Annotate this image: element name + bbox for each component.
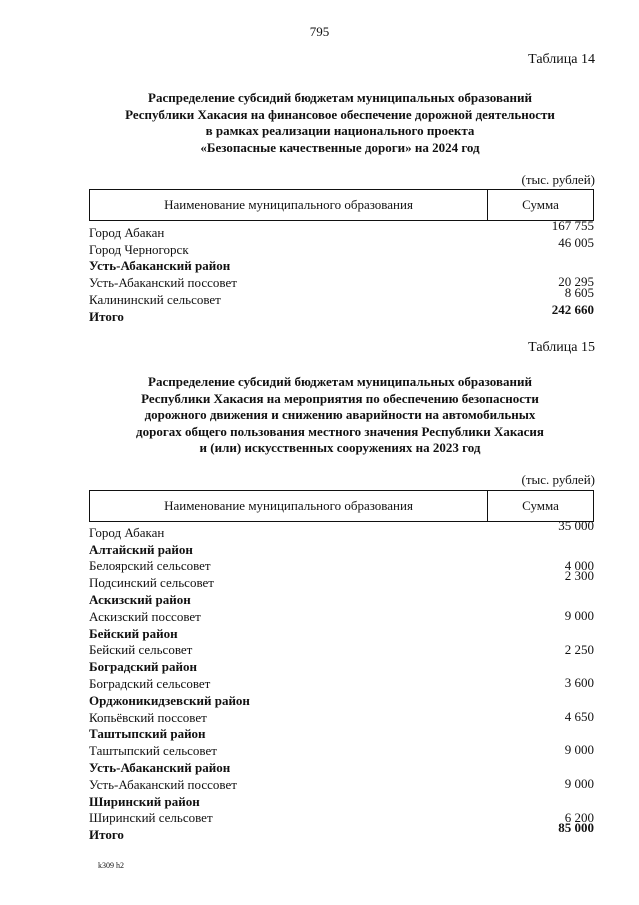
table15-header xyxy=(89,490,594,522)
row-value: 4 650 xyxy=(564,708,594,724)
district-row xyxy=(89,658,594,675)
header-name-cell: Наименование муниципального образования xyxy=(90,190,488,220)
table-row xyxy=(89,518,594,541)
title-line: дорогах общего пользования местного значения Республики Хакасия xyxy=(136,423,544,439)
row-name: Город Абакан xyxy=(89,224,165,240)
row-value: 35 000 xyxy=(558,518,594,533)
table15-label: Таблица 15 xyxy=(528,340,595,355)
page-number: 795 xyxy=(309,24,330,39)
table-row xyxy=(89,675,594,692)
row-value: 242 660 xyxy=(551,301,594,317)
row-name: Таштыпский район xyxy=(89,726,206,742)
row-name: Бейский район xyxy=(89,625,178,641)
header-sum-cell: Сумма xyxy=(522,197,559,212)
table14-title xyxy=(70,90,610,156)
table14-units: (тыс. рублей) xyxy=(521,172,595,187)
table-row xyxy=(89,608,594,625)
title-line: «Безопасные качественные дороги» на 2024 год xyxy=(200,139,480,155)
row-name: Усть-Абаканский район xyxy=(89,759,231,775)
table15-units: (тыс. рублей) xyxy=(521,472,595,487)
title-line: дорожного движения и снижению аварийности на автомобильных xyxy=(144,407,536,422)
total-row xyxy=(89,820,594,843)
row-name: Итого xyxy=(89,308,124,324)
row-name: Усть-Абаканский поссовет xyxy=(89,275,237,291)
district-row xyxy=(89,591,594,608)
footer-code: k309 h2 xyxy=(98,861,124,870)
title-line: в рамках реализации национального проекта xyxy=(205,123,475,138)
table-row xyxy=(89,810,594,827)
row-value: 9 000 xyxy=(564,742,594,758)
district-row xyxy=(89,793,594,810)
title-line: Республики Хакасия на мероприятия по обеспечению безопасности xyxy=(141,390,539,406)
table-row xyxy=(89,642,594,659)
table-row xyxy=(89,568,594,591)
district-row xyxy=(89,692,594,709)
table-row xyxy=(89,709,594,726)
row-value: 9 000 xyxy=(564,607,594,623)
row-name: Город Черногорск xyxy=(89,241,189,257)
row-name: Город Абакан xyxy=(89,524,165,540)
district-row xyxy=(89,759,594,776)
district-row xyxy=(89,258,594,275)
title-line: Распределение субсидий бюджетам муниципальных образований xyxy=(148,374,532,389)
row-name: Итого xyxy=(89,827,124,843)
row-name: Подсинский сельсовет xyxy=(89,575,214,591)
header-sum-cell: Сумма xyxy=(522,498,559,513)
row-name: Бейский сельсовет xyxy=(89,642,193,658)
row-value: 4 000 xyxy=(564,557,594,573)
table-row xyxy=(89,234,594,258)
row-name: Таштыпский сельсовет xyxy=(89,743,217,759)
title-line: Распределение субсидий бюджетам муниципальных образований xyxy=(148,90,532,105)
table14-label: Таблица 14 xyxy=(528,52,595,67)
row-name: Калининский сельсовет xyxy=(89,291,221,307)
table-row xyxy=(89,742,594,759)
row-name: Копьёвский поссовет xyxy=(89,709,207,725)
row-value: 8 605 xyxy=(564,285,594,301)
row-value: 85 000 xyxy=(558,820,594,836)
row-value: 6 200 xyxy=(564,809,594,825)
row-name: Боградский сельсовет xyxy=(89,675,211,691)
table15-rows xyxy=(89,518,594,843)
row-value: 2 250 xyxy=(564,641,594,657)
table14-header xyxy=(89,189,594,221)
row-name: Аскизский поссовет xyxy=(89,608,201,624)
table15-title xyxy=(70,374,610,457)
table14-rows xyxy=(89,218,594,325)
table-row xyxy=(89,285,594,308)
row-name: Боградский район xyxy=(89,659,198,675)
row-name: Белоярский сельсовет xyxy=(89,558,211,574)
row-name: Алтайский район xyxy=(89,541,193,557)
row-value: 46 005 xyxy=(558,234,594,250)
row-name: Орджоникидзевский район xyxy=(89,692,250,708)
row-value: 9 000 xyxy=(564,775,594,791)
row-name: Ширинский район xyxy=(89,793,200,809)
total-row xyxy=(89,301,594,325)
header-name-cell: Наименование муниципального образования xyxy=(90,491,488,521)
row-name: Аскизский район xyxy=(89,591,191,607)
district-row xyxy=(89,625,594,642)
district-row xyxy=(89,726,594,743)
table-row xyxy=(89,274,594,291)
row-value: 20 295 xyxy=(558,274,594,290)
row-value: 3 600 xyxy=(564,675,594,691)
table-row xyxy=(89,558,594,575)
row-name: Усть-Абаканский район xyxy=(89,258,231,274)
row-value: 2 300 xyxy=(564,568,594,584)
row-value: 167 755 xyxy=(551,218,594,233)
table-row xyxy=(89,218,594,241)
title-line: и (или) искусственных сооружениях на 2023 год xyxy=(199,440,481,455)
title-line: Республики Хакасия на финансовое обеспечение дорожной деятельности xyxy=(125,106,555,122)
row-name: Ширинский сельсовет xyxy=(89,810,213,826)
table-row xyxy=(89,776,594,793)
row-name: Усть-Абаканский поссовет xyxy=(89,776,237,792)
district-row xyxy=(89,541,594,558)
